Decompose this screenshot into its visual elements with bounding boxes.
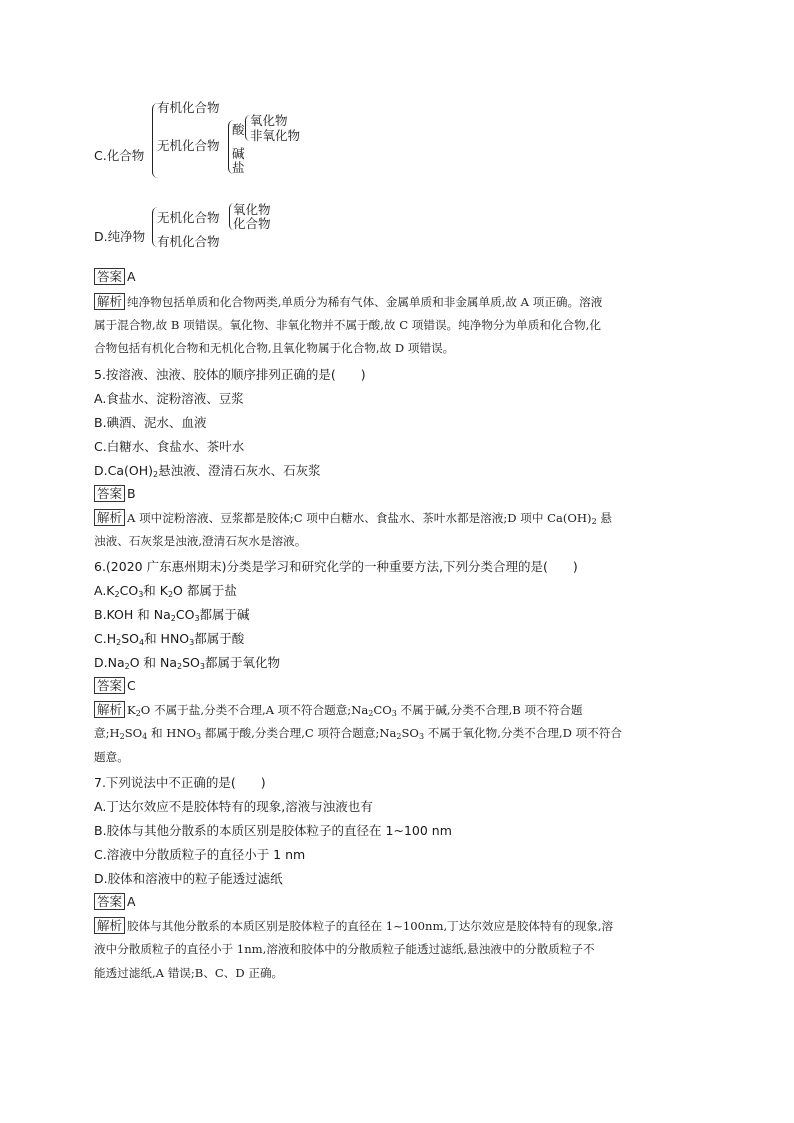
analysis-tag: 解析 xyxy=(94,917,125,934)
answer-tag: 答案 xyxy=(94,485,125,502)
q7-option-a: A.丁达尔效应不是胶体特有的现象,溶液与浊液也有 xyxy=(94,799,373,814)
q6-stem: 6.(2020 广东惠州期末)分类是学习和研究化学的一种重要方法,下列分类合理的是( ) xyxy=(94,559,578,574)
q5-analysis-line: 浊液、石灰浆是浊液,澄清石灰水是溶液。 xyxy=(94,534,307,548)
tree-c-nonoxide: 非氧化物 xyxy=(250,128,301,143)
q7-stem: 7.下列说法中不正确的是( ) xyxy=(94,775,266,790)
q6-option-a: $A.K_2CO_3$和 $K_2O$ 都属于盐 xyxy=(94,583,237,599)
q4-analysis-line: 合物包括有机化合物和无机化合物,且氧化物属于化合物,故 D 项错误。 xyxy=(94,341,455,355)
answer-tag: 答案 xyxy=(94,268,125,285)
q7-answer xyxy=(94,893,136,910)
q4-analysis-line: 属于混合物,故 B 项错误。氧化物、非氧化物并不属于酸,故 C 项错误。纯净物分为单质和化合物,化 xyxy=(94,318,601,332)
q5-option-a: A.食盐水、淀粉溶液、豆浆 xyxy=(94,391,244,406)
q4-answer xyxy=(94,268,136,285)
answer-tag: 答案 xyxy=(94,893,125,910)
answer-tag: 答案 xyxy=(94,677,125,694)
q4-analysis-line: 解析 纯净物包括单质和化合物两类,单质分为稀有气体、金属单质和非金属单质,故 A 项正确。溶液 xyxy=(94,293,602,310)
tree-d-label: D.纯净物 xyxy=(94,229,146,244)
q7-analysis-line: 能透过滤纸,A 错误;B、C、D 正确。 xyxy=(94,966,284,980)
tree-d-compound: 化合物 xyxy=(233,216,271,231)
q6-option-b: B.KOH 和 $Na_2CO_3$都属于碱 xyxy=(94,607,250,623)
tree-c-label: C.化合物 xyxy=(94,148,145,163)
q7-option-b: B.胶体与其他分散系的本质区别是胶体粒子的直径在 1~100 nm xyxy=(94,823,452,838)
tree-d-organic: 有机化合物 xyxy=(157,234,220,249)
q5-analysis-line: 解析 A 项中淀粉溶液、豆浆都是胶体;C 项中白糖水、食盐水、茶叶水都是溶液;D 项中 $Ca(OH)_2$ 悬 xyxy=(94,509,612,526)
q6-analysis-line: 题意。 xyxy=(94,750,129,764)
answer-value: B xyxy=(127,486,136,501)
tree-c-acid: 酸 xyxy=(232,122,245,137)
tree-d-inorganic: 无机化合物 xyxy=(157,210,220,225)
q5-stem: 5.按溶液、浊液、胶体的顺序排列正确的是( ) xyxy=(94,367,366,382)
q5-answer xyxy=(94,485,136,502)
tree-c-salt: 盐 xyxy=(232,160,245,175)
q7-analysis-line: 液中分散质粒子的直径小于 1nm,溶液和胶体中的分散质粒子能透过滤纸,悬浊液中的分散质粒子不 xyxy=(94,942,595,956)
analysis-tag: 解析 xyxy=(94,509,125,526)
q6-option-d: $D.Na_2O$ 和 $Na_2SO_3$都属于氧化物 xyxy=(94,655,280,671)
answer-value: A xyxy=(127,269,136,284)
q7-analysis-line: 解析 胶体与其他分散系的本质区别是胶体粒子的直径在 1~100nm,丁达尔效应是胶体特有的现象,溶 xyxy=(94,917,613,934)
q6-option-c: $C.H_2SO_4$和 $HNO_3$都属于酸 xyxy=(94,631,245,647)
q5-option-d: $D.Ca(OH)_2$悬浊液、澄清石灰水、石灰浆 xyxy=(94,463,321,479)
tree-c-base: 碱 xyxy=(232,146,245,161)
tree-d-oxide: 氧化物 xyxy=(233,202,271,217)
tree-c-organic: 有机化合物 xyxy=(157,100,220,115)
q5-option-c: C.白糖水、食盐水、茶叶水 xyxy=(94,439,245,454)
answer-value: C xyxy=(127,678,136,693)
q7-option-d: D.胶体和溶液中的粒子能透过滤纸 xyxy=(94,871,283,886)
q6-analysis-line: 解析 $K_2O$ 不属于盐,分类不合理,A 项不符合题意$;Na_2CO_3$ 不属于碱,分类不合理,B 项不符合题 xyxy=(94,701,582,718)
q7-option-c: C.溶液中分散质粒子的直径小于 1 nm xyxy=(94,847,306,862)
answer-value: A xyxy=(127,894,136,909)
tree-c-oxide: 氧化物 xyxy=(250,113,288,128)
q6-analysis-line: 意$;H_2SO_4$ 和 $HNO_3$ 都属于酸,分类合理,C 项符合题意$;Na_2SO_3$ 不属于氧化物,分类不合理,D 项不符合 xyxy=(94,726,622,741)
analysis-tag: 解析 xyxy=(94,293,125,310)
tree-c-inorganic: 无机化合物 xyxy=(157,138,220,153)
q6-answer xyxy=(94,677,136,694)
analysis-tag: 解析 xyxy=(94,701,125,718)
q5-option-b: B.碘酒、泥水、血液 xyxy=(94,415,207,430)
